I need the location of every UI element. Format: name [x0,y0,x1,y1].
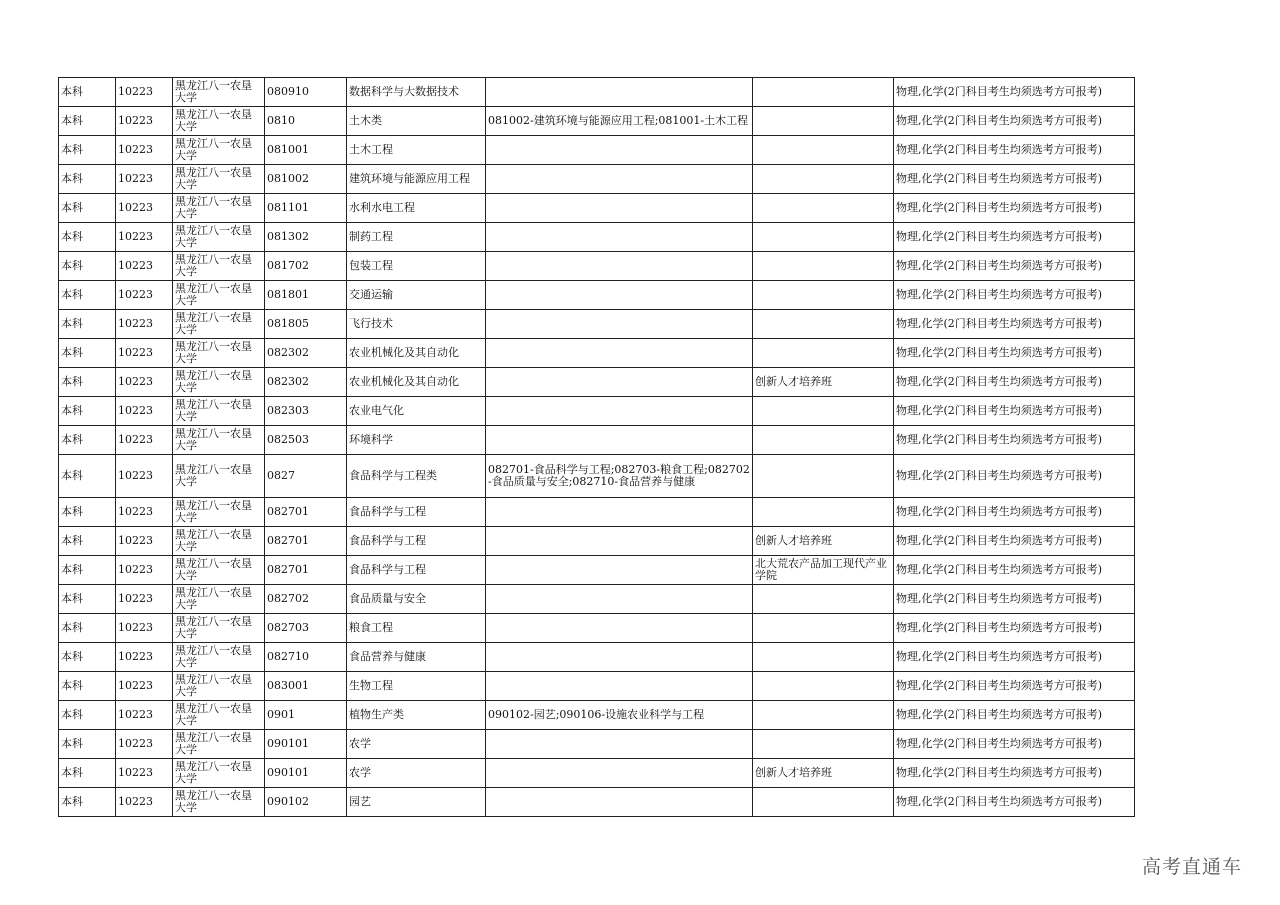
table-row [59,426,1135,455]
major-code-cell: 082703 [265,614,347,643]
level-cell: 本科 [59,730,116,759]
included-majors-cell [486,556,753,585]
major-name-cell: 农业机械化及其自动化 [347,368,486,397]
major-code-cell: 081302 [265,223,347,252]
included-majors-cell [486,527,753,556]
school-code-cell: 10223 [116,672,173,701]
school-name-cell: 黑龙江八一农垦大学 [173,368,265,397]
school-code-cell: 10223 [116,527,173,556]
school-name-cell: 黑龙江八一农垦大学 [173,165,265,194]
included-majors-cell [486,194,753,223]
note-cell [753,397,894,426]
note-cell: 创新人才培养班 [753,368,894,397]
requirement-cell: 物理,化学(2门科目考生均须选考方可报考) [894,556,1135,585]
major-name-cell: 建筑环境与能源应用工程 [347,165,486,194]
level-cell: 本科 [59,252,116,281]
note-cell [753,614,894,643]
table-row [59,252,1135,281]
school-code-cell: 10223 [116,643,173,672]
requirement-cell: 物理,化学(2门科目考生均须选考方可报考) [894,527,1135,556]
included-majors-cell [486,78,753,107]
school-name-cell: 黑龙江八一农垦大学 [173,498,265,527]
major-name-cell: 土木类 [347,107,486,136]
school-name-cell: 黑龙江八一农垦大学 [173,397,265,426]
note-cell [753,672,894,701]
school-code-cell: 10223 [116,397,173,426]
requirement-cell: 物理,化学(2门科目考生均须选考方可报考) [894,701,1135,730]
school-code-cell: 10223 [116,730,173,759]
school-code-cell: 10223 [116,339,173,368]
school-code-cell: 10223 [116,455,173,498]
school-name-cell: 黑龙江八一农垦大学 [173,643,265,672]
major-code-cell: 082702 [265,585,347,614]
included-majors-cell [486,788,753,817]
requirement-cell: 物理,化学(2门科目考生均须选考方可报考) [894,194,1135,223]
major-name-cell: 农业电气化 [347,397,486,426]
major-name-cell: 农学 [347,759,486,788]
table-row [59,194,1135,223]
school-code-cell: 10223 [116,165,173,194]
school-name-cell: 黑龙江八一农垦大学 [173,281,265,310]
major-code-cell: 0827 [265,455,347,498]
included-majors-cell [486,672,753,701]
school-name-cell: 黑龙江八一农垦大学 [173,78,265,107]
table-row [59,759,1135,788]
included-majors-cell [486,136,753,165]
note-cell [753,165,894,194]
major-code-cell: 082701 [265,498,347,527]
major-name-cell: 食品质量与安全 [347,585,486,614]
level-cell: 本科 [59,614,116,643]
major-name-cell: 食品营养与健康 [347,643,486,672]
note-cell [753,107,894,136]
requirement-cell: 物理,化学(2门科目考生均须选考方可报考) [894,136,1135,165]
school-name-cell: 黑龙江八一农垦大学 [173,672,265,701]
major-name-cell: 农业机械化及其自动化 [347,339,486,368]
level-cell: 本科 [59,165,116,194]
included-majors-cell [486,759,753,788]
table-row [59,223,1135,252]
note-cell [753,455,894,498]
school-name-cell: 黑龙江八一农垦大学 [173,223,265,252]
school-name-cell: 黑龙江八一农垦大学 [173,310,265,339]
requirement-cell: 物理,化学(2门科目考生均须选考方可报考) [894,614,1135,643]
note-cell [753,194,894,223]
school-code-cell: 10223 [116,498,173,527]
requirement-cell: 物理,化学(2门科目考生均须选考方可报考) [894,498,1135,527]
school-name-cell: 黑龙江八一农垦大学 [173,527,265,556]
school-name-cell: 黑龙江八一农垦大学 [173,107,265,136]
school-code-cell: 10223 [116,426,173,455]
major-code-cell: 082302 [265,368,347,397]
table-row [59,107,1135,136]
note-cell [753,585,894,614]
school-name-cell: 黑龙江八一农垦大学 [173,194,265,223]
major-name-cell: 水利水电工程 [347,194,486,223]
included-majors-cell: 082701-食品科学与工程;082703-粮食工程;082702-食品质量与安全;082710-食品营养与健康 [486,455,753,498]
major-code-cell: 090101 [265,759,347,788]
included-majors-cell [486,223,753,252]
requirement-cell: 物理,化学(2门科目考生均须选考方可报考) [894,397,1135,426]
major-name-cell: 环境科学 [347,426,486,455]
note-cell [753,310,894,339]
included-majors-cell [486,585,753,614]
major-name-cell: 食品科学与工程 [347,498,486,527]
major-code-cell: 082701 [265,556,347,585]
included-majors-cell: 090102-园艺;090106-设施农业科学与工程 [486,701,753,730]
school-name-cell: 黑龙江八一农垦大学 [173,455,265,498]
requirement-cell: 物理,化学(2门科目考生均须选考方可报考) [894,759,1135,788]
major-code-cell: 0810 [265,107,347,136]
included-majors-cell [486,310,753,339]
table-row [59,527,1135,556]
major-name-cell: 飞行技术 [347,310,486,339]
table-row [59,136,1135,165]
level-cell: 本科 [59,788,116,817]
note-cell [753,498,894,527]
level-cell: 本科 [59,672,116,701]
table-row [59,585,1135,614]
school-code-cell: 10223 [116,368,173,397]
level-cell: 本科 [59,397,116,426]
note-cell [753,223,894,252]
table-row [59,556,1135,585]
major-code-cell: 080910 [265,78,347,107]
major-code-cell: 081001 [265,136,347,165]
major-code-cell: 082303 [265,397,347,426]
table-row [59,78,1135,107]
requirement-cell: 物理,化学(2门科目考生均须选考方可报考) [894,643,1135,672]
school-code-cell: 10223 [116,252,173,281]
school-code-cell: 10223 [116,194,173,223]
table-row [59,281,1135,310]
major-name-cell: 包装工程 [347,252,486,281]
table-row [59,672,1135,701]
major-code-cell: 082503 [265,426,347,455]
requirement-cell: 物理,化学(2门科目考生均须选考方可报考) [894,310,1135,339]
school-code-cell: 10223 [116,701,173,730]
major-code-cell: 082302 [265,339,347,368]
table-row [59,730,1135,759]
school-code-cell: 10223 [116,310,173,339]
school-name-cell: 黑龙江八一农垦大学 [173,614,265,643]
included-majors-cell [486,368,753,397]
included-majors-cell [486,339,753,368]
major-code-cell: 081002 [265,165,347,194]
requirement-cell: 物理,化学(2门科目考生均须选考方可报考) [894,455,1135,498]
table-row [59,165,1135,194]
table-row [59,614,1135,643]
admission-table [58,77,1135,817]
major-name-cell: 食品科学与工程类 [347,455,486,498]
school-code-cell: 10223 [116,614,173,643]
major-name-cell: 食品科学与工程 [347,527,486,556]
included-majors-cell [486,252,753,281]
school-name-cell: 黑龙江八一农垦大学 [173,252,265,281]
table-row [59,455,1135,498]
level-cell: 本科 [59,426,116,455]
school-name-cell: 黑龙江八一农垦大学 [173,585,265,614]
included-majors-cell [486,426,753,455]
major-name-cell: 制药工程 [347,223,486,252]
note-cell [753,339,894,368]
major-code-cell: 090101 [265,730,347,759]
level-cell: 本科 [59,527,116,556]
level-cell: 本科 [59,194,116,223]
school-code-cell: 10223 [116,556,173,585]
major-name-cell: 生物工程 [347,672,486,701]
table-row [59,368,1135,397]
table-row [59,498,1135,527]
level-cell: 本科 [59,310,116,339]
school-code-cell: 10223 [116,107,173,136]
major-code-cell: 081101 [265,194,347,223]
table-body [59,78,1135,817]
major-code-cell: 081801 [265,281,347,310]
school-name-cell: 黑龙江八一农垦大学 [173,426,265,455]
major-code-cell: 081702 [265,252,347,281]
level-cell: 本科 [59,339,116,368]
major-code-cell: 083001 [265,672,347,701]
school-code-cell: 10223 [116,78,173,107]
table-row [59,643,1135,672]
requirement-cell: 物理,化学(2门科目考生均须选考方可报考) [894,339,1135,368]
major-code-cell: 082701 [265,527,347,556]
requirement-cell: 物理,化学(2门科目考生均须选考方可报考) [894,788,1135,817]
note-cell [753,643,894,672]
note-cell [753,136,894,165]
note-cell: 北大荒农产品加工现代产业学院 [753,556,894,585]
level-cell: 本科 [59,643,116,672]
major-name-cell: 土木工程 [347,136,486,165]
school-name-cell: 黑龙江八一农垦大学 [173,556,265,585]
school-name-cell: 黑龙江八一农垦大学 [173,730,265,759]
major-code-cell: 081805 [265,310,347,339]
table-row [59,788,1135,817]
requirement-cell: 物理,化学(2门科目考生均须选考方可报考) [894,107,1135,136]
major-code-cell: 082710 [265,643,347,672]
table-row [59,310,1135,339]
table-row [59,397,1135,426]
included-majors-cell: 081002-建筑环境与能源应用工程;081001-土木工程 [486,107,753,136]
level-cell: 本科 [59,223,116,252]
major-code-cell: 0901 [265,701,347,730]
note-cell [753,730,894,759]
level-cell: 本科 [59,368,116,397]
school-name-cell: 黑龙江八一农垦大学 [173,136,265,165]
school-code-cell: 10223 [116,223,173,252]
major-code-cell: 090102 [265,788,347,817]
school-name-cell: 黑龙江八一农垦大学 [173,788,265,817]
level-cell: 本科 [59,107,116,136]
table-row [59,701,1135,730]
major-name-cell: 交通运输 [347,281,486,310]
school-name-cell: 黑龙江八一农垦大学 [173,339,265,368]
major-name-cell: 农学 [347,730,486,759]
major-name-cell: 园艺 [347,788,486,817]
school-code-cell: 10223 [116,585,173,614]
school-code-cell: 10223 [116,281,173,310]
level-cell: 本科 [59,78,116,107]
note-cell: 创新人才培养班 [753,759,894,788]
included-majors-cell [486,614,753,643]
level-cell: 本科 [59,498,116,527]
requirement-cell: 物理,化学(2门科目考生均须选考方可报考) [894,223,1135,252]
requirement-cell: 物理,化学(2门科目考生均须选考方可报考) [894,730,1135,759]
requirement-cell: 物理,化学(2门科目考生均须选考方可报考) [894,281,1135,310]
included-majors-cell [486,730,753,759]
requirement-cell: 物理,化学(2门科目考生均须选考方可报考) [894,368,1135,397]
level-cell: 本科 [59,136,116,165]
note-cell [753,281,894,310]
watermark: 高考直通车 [1142,856,1243,878]
included-majors-cell [486,643,753,672]
school-code-cell: 10223 [116,788,173,817]
note-cell [753,252,894,281]
note-cell [753,78,894,107]
included-majors-cell [486,498,753,527]
included-majors-cell [486,397,753,426]
major-name-cell: 数据科学与大数据技术 [347,78,486,107]
school-code-cell: 10223 [116,136,173,165]
note-cell [753,788,894,817]
included-majors-cell [486,281,753,310]
requirement-cell: 物理,化学(2门科目考生均须选考方可报考) [894,585,1135,614]
major-name-cell: 植物生产类 [347,701,486,730]
major-name-cell: 粮食工程 [347,614,486,643]
level-cell: 本科 [59,759,116,788]
requirement-cell: 物理,化学(2门科目考生均须选考方可报考) [894,672,1135,701]
school-code-cell: 10223 [116,759,173,788]
note-cell [753,701,894,730]
level-cell: 本科 [59,556,116,585]
requirement-cell: 物理,化学(2门科目考生均须选考方可报考) [894,426,1135,455]
requirement-cell: 物理,化学(2门科目考生均须选考方可报考) [894,78,1135,107]
level-cell: 本科 [59,281,116,310]
requirement-cell: 物理,化学(2门科目考生均须选考方可报考) [894,252,1135,281]
level-cell: 本科 [59,701,116,730]
note-cell: 创新人才培养班 [753,527,894,556]
requirement-cell: 物理,化学(2门科目考生均须选考方可报考) [894,165,1135,194]
table-row [59,339,1135,368]
included-majors-cell [486,165,753,194]
major-name-cell: 食品科学与工程 [347,556,486,585]
level-cell: 本科 [59,585,116,614]
school-name-cell: 黑龙江八一农垦大学 [173,701,265,730]
level-cell: 本科 [59,455,116,498]
school-name-cell: 黑龙江八一农垦大学 [173,759,265,788]
note-cell [753,426,894,455]
